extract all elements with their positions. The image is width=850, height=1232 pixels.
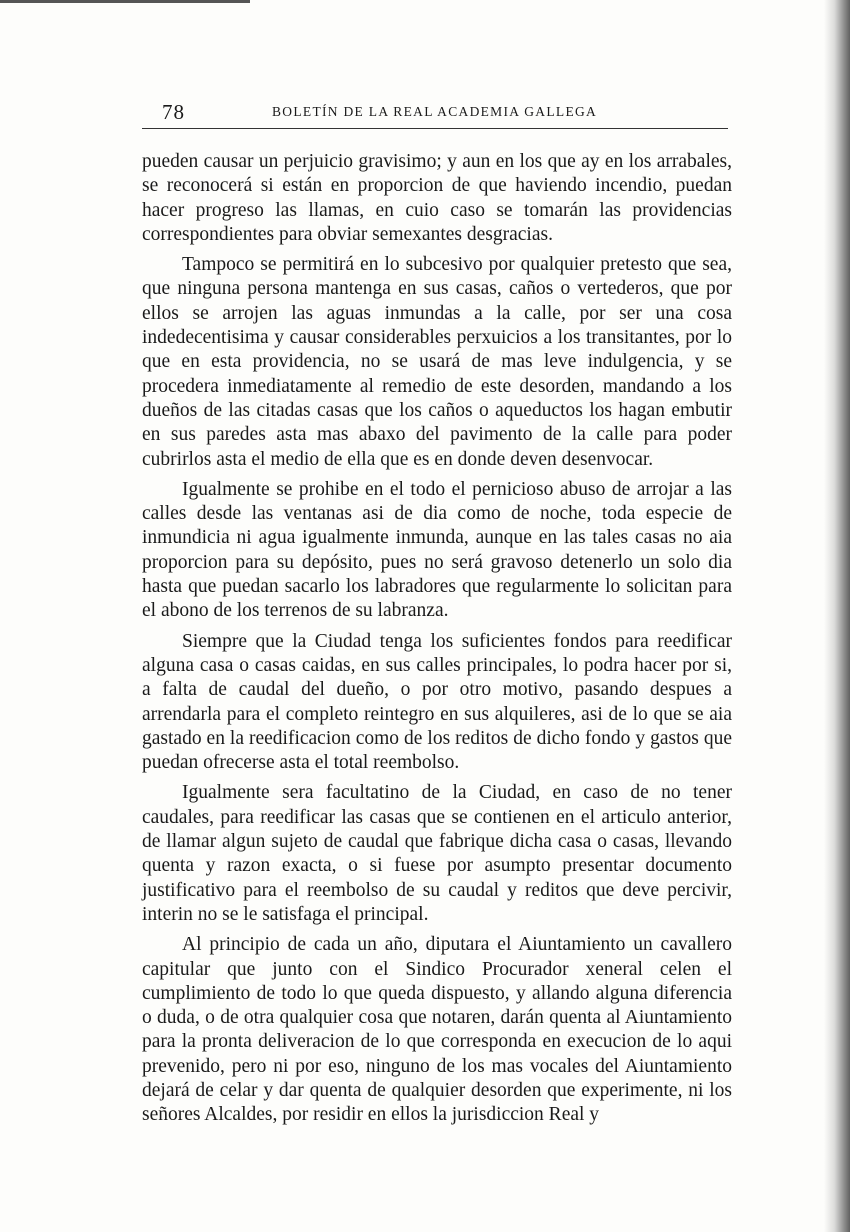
header-divider <box>142 128 728 129</box>
page-edge-shadow <box>824 0 850 1232</box>
paragraph: pueden causar un perjuicio gravisimo; y aun en los que ay en los arrabales, se reconocerá si están en proporcion de que haviendo incendio, puedan hacer progreso las llamas, en cuio caso se tomarán las providencias correspondientes para obviar semexantes desgracias. <box>142 151 732 245</box>
running-title: BOLETÍN DE LA REAL ACADEMIA GALLEGA <box>272 104 598 119</box>
paragraph: Tampoco se permitirá en lo subcesivo por qualquier pretesto que sea, que ninguna persona mantenga en sus casas, caños o vertederos, que por ellos se arrojen las aguas inmundas a la calle, por ser una cosa indedecentisima y causar considerables perxuicios a los transitantes, por lo que en esta providencia, no se usará de mas leve indulgencia, y se procedera inmediatamente al remedio de este desorden, mandando a los dueños de las citadas casas que los caños o aqueductos los hagan embutir en sus paredes asta mas abaxo del pavimento de la calle para poder cubrirlos asta el medio de ella que es en donde deven desenvocar. <box>142 254 732 470</box>
paragraph: Siempre que la Ciudad tenga los suficientes fondos para reedificar alguna casa o casas caidas, en sus calles principales, lo podra hacer por si, a falta de caudal del dueño, o por otro motivo, pasando despues a arrendarla para el completo reintegro en sus alquileres, asi de lo que se aia gastado en la reedificacion como de los reditos de dicho fondo y gastos que puedan ofrecerse asta el total reembolso. <box>142 630 732 774</box>
page-header <box>142 100 728 130</box>
paragraph: Igualmente se prohibe en el todo el pernicioso abuso de arrojar a las calles desde las ventanas asi de dia como de noche, toda especie de inmundicia ni agua igualmente inmunda, aunque en las tales casas no aia proporcion para su depósito, pues no será gravoso detenerlo un solo dia hasta que puedan sacarlo los labradores que regularmente lo solicitan para el abono de los terrenos de su labranza. <box>142 478 732 622</box>
body-text <box>142 150 732 1134</box>
paragraph: Igualmente sera facultatino de la Ciudad, en caso de no tener caudales, para reedificar las casas que se contienen en el articulo anterior, de llamar algun sujeto de caudal que fabrique dicha casa o casas, llevando quenta y razon exacta, o si fuese por asumpto presentar documento justificativo para el reembolso de su caudal y reditos que deve percivir, interin no se le satisfaga el principal. <box>142 782 732 925</box>
scan-edge-line <box>0 0 250 3</box>
page-number: 78 <box>162 100 185 124</box>
paragraph: Al principio de cada un año, diputara el Aiuntamiento un cavallero capitular que junto con el Sindico Procurador xeneral celen el cumplimiento de todo lo que queda dispuesto, y allando alguna diferencia o duda, o de otra qualquier cosa que notaren, darán quenta al Aiuntamiento para la pronta deliveracion de lo que corresponda en execucion de lo aqui prevenido, pero ni por eso, ninguno de los mas vocales del Aiuntamiento dejará de celar y dar quenta de qualquier desorden que experimente, ni los señores Alcaldes, por residir en ellos la jurisdiccion Real y <box>142 934 732 1126</box>
